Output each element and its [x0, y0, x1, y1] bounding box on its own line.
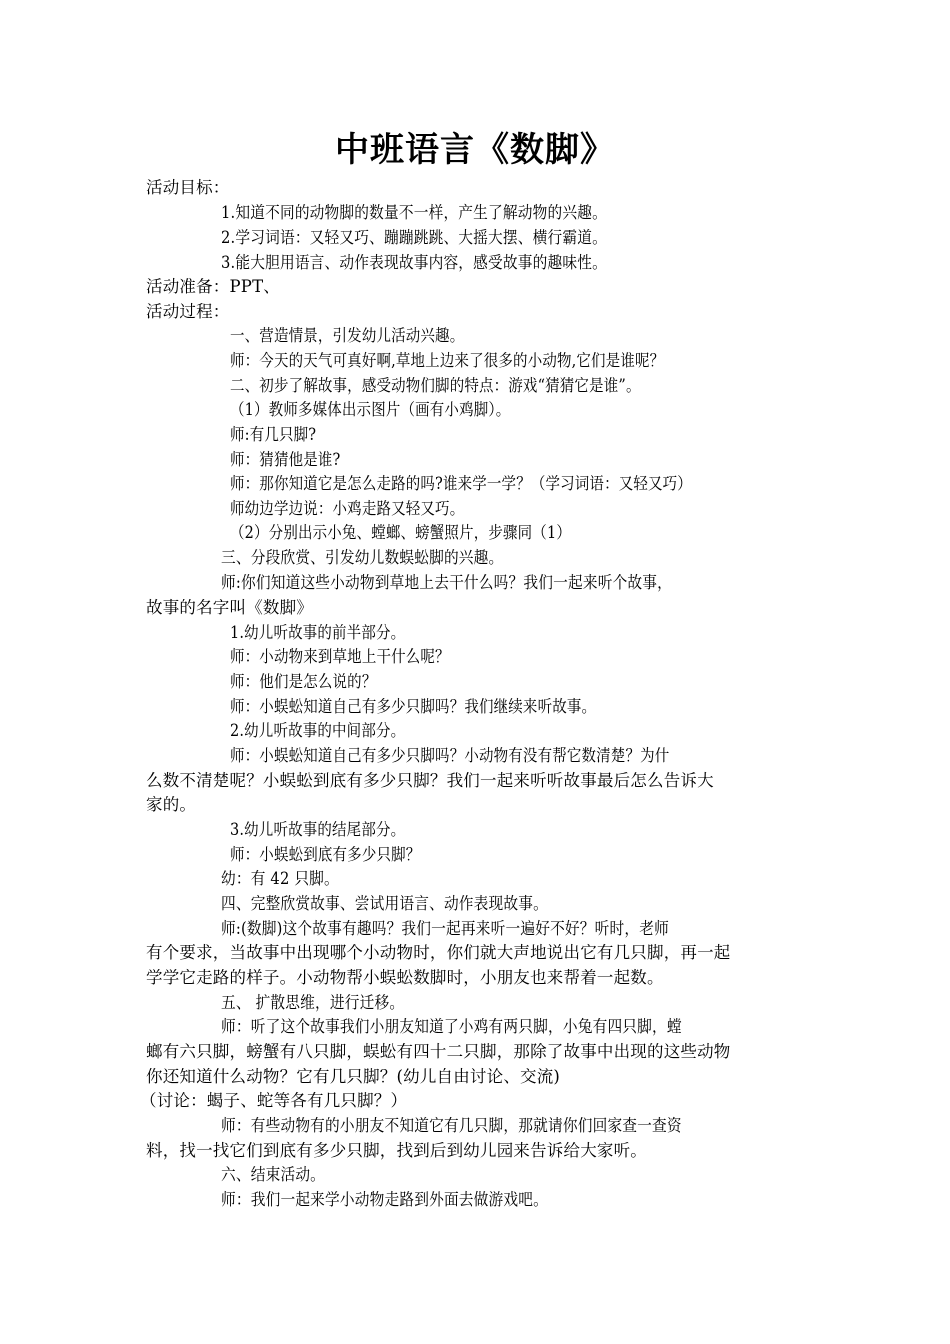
paragraph-line: 故事的名字叫《数脚》: [146, 598, 313, 617]
document-title: 中班语言《数脚》: [335, 130, 615, 170]
paragraph-line: 螂有六只脚，螃蟹有八只脚，蜈蚣有四十二只脚，那除了故事中出现的这些动物: [146, 1042, 731, 1061]
paragraph-line: 学学它走路的样子。小动物帮小蜈蚣数脚时，小朋友也来帮着一起数。: [146, 968, 664, 987]
paragraph-line: 幼：有 42 只脚。: [221, 869, 339, 888]
objective-item: 2.学习词语：又轻又巧、蹦蹦跳跳、大摇大摆、横行霸道。: [221, 228, 607, 247]
paragraph-line: 师：猜猜他是谁?: [230, 450, 341, 469]
paragraph-line: 师:有几只脚?: [230, 425, 317, 444]
paragraph-line: 师:(数脚)这个故事有趣吗？我们一起再来听一遍好不好？听时，老师: [221, 919, 669, 938]
section-heading: 六、结束活动。: [221, 1165, 326, 1184]
paragraph-line: 2.幼儿听故事的中间部分。: [230, 721, 406, 740]
section-heading: 一、营造情景，引发幼儿活动兴趣。: [230, 326, 465, 345]
paragraph-line: 么数不清楚呢？小蜈蚣到底有多少只脚？我们一起来听听故事最后怎么告诉大: [146, 771, 714, 790]
paragraph-line: 师：今天的天气可真好啊,草地上边来了很多的小动物,它们是谁呢？: [230, 351, 665, 370]
section-heading: 三、分段欣赏、引发幼儿数蜈蚣脚的兴趣。: [221, 548, 504, 567]
section-heading: 四、完整欣赏故事、尝试用语言、动作表现故事。: [221, 894, 548, 913]
paragraph-line: 师幼边学边说：小鸡走路又轻又巧。: [230, 499, 465, 518]
paragraph-line: （讨论：蝎子、蛇等各有几只脚？）: [140, 1091, 408, 1110]
paragraph-line: 师：小动物来到草地上干什么呢？: [230, 647, 450, 666]
paragraph-line: 有个要求，当故事中出现哪个小动物时，你们就大声地说出它有几只脚，再一起: [146, 943, 731, 962]
paragraph-line: 家的。: [146, 795, 197, 814]
paragraph-line: 料，找一找它们到底有多少只脚，找到后到幼儿园来告诉给大家听。: [146, 1141, 647, 1160]
paragraph-line: 3.幼儿听故事的结尾部分。: [230, 820, 406, 839]
paragraph-line: 1.幼儿听故事的前半部分。: [230, 623, 406, 642]
paragraph-line: 师：小蜈蚣知道自己有多少只脚吗？我们继续来听故事。: [230, 697, 597, 716]
paragraph-line: （2）分别出示小兔、螳螂、螃蟹照片，步骤同（1）: [230, 523, 571, 542]
objective-item: 3.能大胆用语言、动作表现故事内容，感受故事的趣味性。: [221, 253, 607, 272]
paragraph-line: 师：小蜈蚣到底有多少只脚？: [230, 845, 421, 864]
paragraph-line: 师：那你知道它是怎么走路的吗?谁来学一学？（学习词语：又轻又巧）: [230, 474, 692, 493]
paragraph-line: 师:你们知道这些小动物到草地上去干什么吗？我们一起来听个故事，: [221, 573, 673, 592]
objective-item: 1.知道不同的动物脚的数量不一样，产生了解动物的兴趣。: [221, 203, 607, 222]
section-heading: 五、 扩散思维，进行迁移。: [221, 993, 405, 1012]
paragraph-line: 师：有些动物有的小朋友不知道它有几只脚，那就请你们回家查一查资: [221, 1116, 682, 1135]
heading-preparation: 活动准备：PPT、: [146, 277, 281, 296]
heading-process: 活动过程：: [146, 302, 230, 321]
paragraph-line: 师：我们一起来学小动物走路到外面去做游戏吧。: [221, 1190, 548, 1209]
heading-objectives: 活动目标：: [146, 178, 230, 197]
paragraph-line: 师：小蜈蚣知道自己有多少只脚吗？小动物有没有帮它数清楚？为什: [230, 746, 670, 765]
paragraph-line: 师：听了这个故事我们小朋友知道了小鸡有两只脚，小兔有四只脚，螳: [221, 1017, 682, 1036]
paragraph-line: 你还知道什么动物？它有几只脚？(幼儿自由讨论、交流): [146, 1067, 561, 1086]
paragraph-line: （1）教师多媒体出示图片（画有小鸡脚）。: [230, 400, 511, 419]
section-heading: 二、初步了解故事，感受动物们脚的特点：游戏“猜猜它是谁”。: [230, 376, 641, 395]
paragraph-line: 师：他们是怎么说的？: [230, 672, 377, 691]
